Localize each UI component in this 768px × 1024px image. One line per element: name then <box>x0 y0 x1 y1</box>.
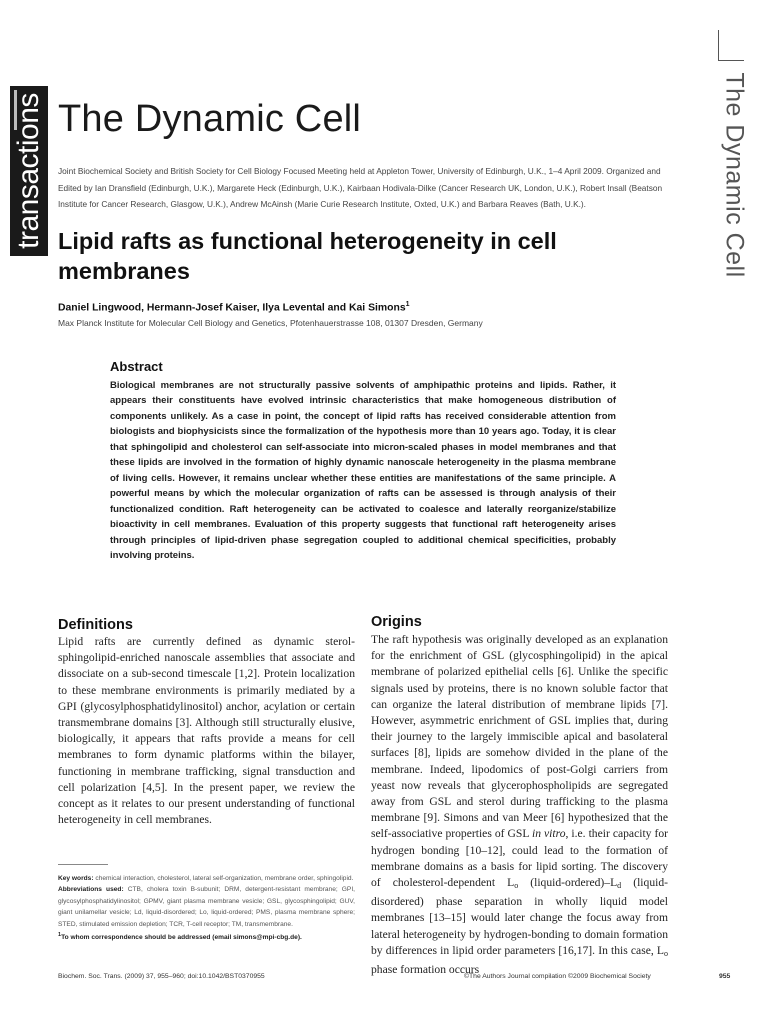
affiliation: Max Planck Institute for Molecular Cell Biology and Genetics, Pfotenhauerstrasse 108, 01307 Dresden, Germany <box>58 318 483 328</box>
definitions-text: Lipid rafts are currently defined as dynamic sterol-sphingolipid-enriched nanoscale assemblies that associate and dissociate on a sub-second timescale [1,2]. Protein localization to these membrane environments is primarily mediated by a GPI (glycosylphosphatidylinositol) anchor, acylation or certain transmembrane domains [3]. Although still structurally elusive, biologically, it appears that rafts provide a means for cell membranes to form dynamic platforms within the bilayer, functioning in membrane trafficking, signal transduction and cell polarization [4,5]. In the present paper, we review the concept as it relates to our present understanding of functional heterogeneity in cell membranes. <box>58 635 355 827</box>
side-running-title: The Dynamic Cell <box>720 72 749 278</box>
footnote-rule <box>58 864 108 865</box>
logo-text: transactions <box>12 93 45 249</box>
footnotes <box>58 873 355 944</box>
side-rule <box>718 30 719 60</box>
abstract-text: Biological membranes are not structurally passive solvents of amphipathic proteins and lipids. Rather, it appears their constituents have evolved intrinsic characteristics that make homogeneous distribution of components unlikely. As a case in point, the concept of lipid rafts has received considerable attention from biologists and biophysicists since the formalization of the hypothesis more than 10 years ago. Today, it is clear that sphingolipid and cholesterol can self-associate into micron-scaled phases in model membranes and that these lipids are involved in the formation of highly dynamic nanoscale heterogeneity in the plasma membrane of living cells. However, it remains unclear whether these entities are manifestations of the same principle. A powerful means by which the molecular organization of rafts can be assessed is through analysis of their functionalized condition. Raft heterogeneity can be activated to coalesce and laterally reorganize/stabilize bioactivity in cell membranes. Evaluation of this property suggests that functional raft heterogeneity arises through principles of lipid-driven phase segregation coupled to additional chemical specificities, probably involving proteins. <box>110 380 616 561</box>
authors <box>58 301 410 313</box>
authors-names: Daniel Lingwood, Hermann-Josef Kaiser, Ilya Levental and Kai Simons <box>58 302 406 314</box>
side-rule-horizontal <box>718 60 744 61</box>
authors-footnote-marker: 1 <box>405 301 410 308</box>
series-title: The Dynamic Cell <box>58 98 362 140</box>
origins-heading: Origins <box>371 614 422 630</box>
abstract-heading: Abstract <box>110 359 163 374</box>
transactions-logo <box>10 86 48 256</box>
meeting-info: Joint Biochemical Society and British Society for Cell Biology Focused Meeting held at Appleton Tower, University of Edinburgh, U.K., 1–4 April 2009. Organized and Edited by Ian Dransfield (Edinburgh, U.K.), Margarete Heck (Edinburgh, U.K.), Kairbaan Hodivala-Dilke (Cancer Research UK, London, U.K.), Robert Insall (Beatson Institute for Cancer Research, Glasgow, U.K.), Andrew McAinsh (Marie Curie Research Institute, Oxted, U.K.) and Barbara Reaves (Bath, U.K.). <box>58 166 663 209</box>
article-title: Lipid rafts as functional heterogeneity in cell membranes <box>58 228 557 284</box>
keywords-footnote: Key words: chemical interaction, cholesterol, lateral self-organization, membrane order, sphingolipid. <box>58 875 354 882</box>
footer-copyright: ©The Authors Journal compilation ©2009 Biochemical Society <box>464 973 651 980</box>
origins-text: The raft hypothesis was originally developed as an explanation for the enrichment of GSL (glycosphingolipid) in the apical membrane of polarized epithelial cells [6]. Unlike the specific signals used by proteins, there is no known soluble factor that can organize the lateral distribution of membrane lipids [7]. However, asymmetric enrichment of GSL implies that, during their journey to the largely immiscible apical and basolateral surfaces [8], lipids are somehow divided in the plane of the membrane. Indeed, lipodomics of post-Golgi carriers from yeast now reveals that glycerophospholipids are segregated away from GSL and sterol during trafficking to the plasma membrane [9]. Simons and van Meer [6] hypothesized that the self-associative properties of GSL in vitro, i.e. their capacity for hydrogen bonding [10–12], could lead to the formation of membrane domains as a basis for lipid sorting. The discovery of cholesterol-dependent $L_o$ $(liquid-ordered)-L_d$ (liquid-disordered) phase separation in wholly liquid model membranes [13–15] would later change the focus away from lateral heterogeneity by hydrogen-bonding to domain formation by differences in lipid order parameters [16,17]. In this case, $L_o$ phase formation occurs <box>371 633 668 977</box>
definitions-heading: Definitions <box>58 617 133 633</box>
correspondence-footnote: $^1$To whom correspondence should be addressed (email simons@mpi-cbg.de). <box>58 932 302 942</box>
page-number: 955 <box>719 973 731 980</box>
abbreviations-footnote: Abbreviations used: CTB, cholera toxin B-subunit; DRM, detergent-resistant membrane; GPI, glycosylphosphatidylinositol; GPMV, giant plasma membrane vesicle; GSL, glycosphingolipid; GUV, giant unilamellar vesicle; Ld, liquid-disordered; Lo, liquid-ordered; PMS, plasma membrane sphere; STED, stimulated emission depletion; TCR, T-cell receptor; TM, transmembrane. <box>58 886 355 928</box>
footer-citation: Biochem. Soc. Trans. (2009) 37, 955–960; doi:10.1042/BST0370955 <box>58 973 265 980</box>
